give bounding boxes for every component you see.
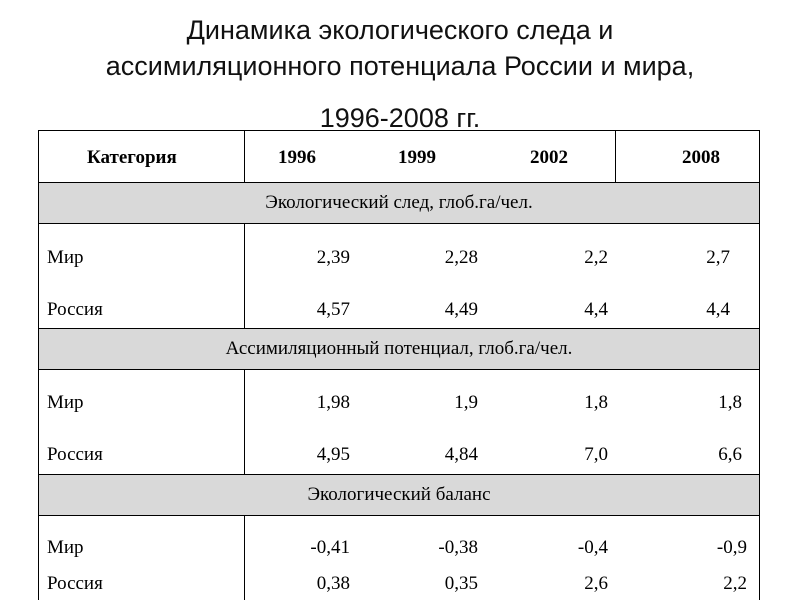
header-year-1996: 1996	[278, 147, 316, 168]
section-header: Экологический след, глоб.га/чел.	[39, 183, 759, 224]
row-label: Мир	[47, 247, 84, 268]
cell-value: 1,8	[584, 392, 608, 413]
table-row	[39, 293, 759, 329]
table-header-row	[39, 131, 759, 183]
cell-value: -0,9	[716, 537, 747, 558]
cell-value: 2,6	[584, 573, 608, 594]
header-year-2008: 2008	[682, 147, 720, 168]
cell-value: -0,4	[577, 537, 608, 558]
row-label: Россия	[47, 299, 103, 320]
table-row	[39, 438, 759, 474]
cell-value: 4,4	[584, 299, 608, 320]
title-line-1: Динамика экологического следа и	[186, 15, 614, 45]
header-year-1999: 1999	[398, 147, 436, 168]
cell-value: 2,7	[706, 247, 730, 268]
cell-value: 0,38	[316, 573, 350, 594]
header-category: Категория	[87, 147, 177, 168]
row-label: Мир	[47, 537, 84, 558]
cell-value: 6,6	[718, 444, 742, 465]
cell-value: 7,0	[584, 444, 608, 465]
header-year-2002: 2002	[530, 147, 568, 168]
section-header: Ассимиляционный потенциал, глоб.га/чел.	[39, 328, 759, 370]
table-row	[39, 531, 759, 567]
table-row	[39, 386, 759, 422]
cell-value: 2,28	[444, 247, 478, 268]
cell-value: 1,9	[454, 392, 478, 413]
cell-value: 2,39	[316, 247, 350, 268]
cell-value: 2,2	[723, 573, 747, 594]
row-label: Россия	[47, 573, 103, 594]
cell-value: 1,98	[316, 392, 350, 413]
row-label: Мир	[47, 392, 84, 413]
cell-value: -0,38	[438, 537, 478, 558]
cell-value: 4,84	[444, 444, 478, 465]
cell-value: 0,35	[444, 573, 478, 594]
cell-value: 2,2	[584, 247, 608, 268]
cell-value: 4,95	[316, 444, 350, 465]
cell-value: 1,8	[718, 392, 742, 413]
table-row	[39, 241, 759, 277]
table-row	[39, 567, 759, 600]
title-line-2: ассимиляционного потенциала России и мира,	[105, 51, 695, 81]
cell-value: 4,57	[316, 299, 350, 320]
title-line-3: 1996-2008 гг.	[319, 103, 481, 133]
cell-value: 4,4	[706, 299, 730, 320]
data-table	[38, 130, 760, 600]
row-label: Россия	[47, 444, 103, 465]
slide-title	[0, 12, 800, 136]
cell-value: 4,49	[444, 299, 478, 320]
cell-value: -0,41	[310, 537, 350, 558]
section-header: Экологический баланс	[39, 474, 759, 516]
